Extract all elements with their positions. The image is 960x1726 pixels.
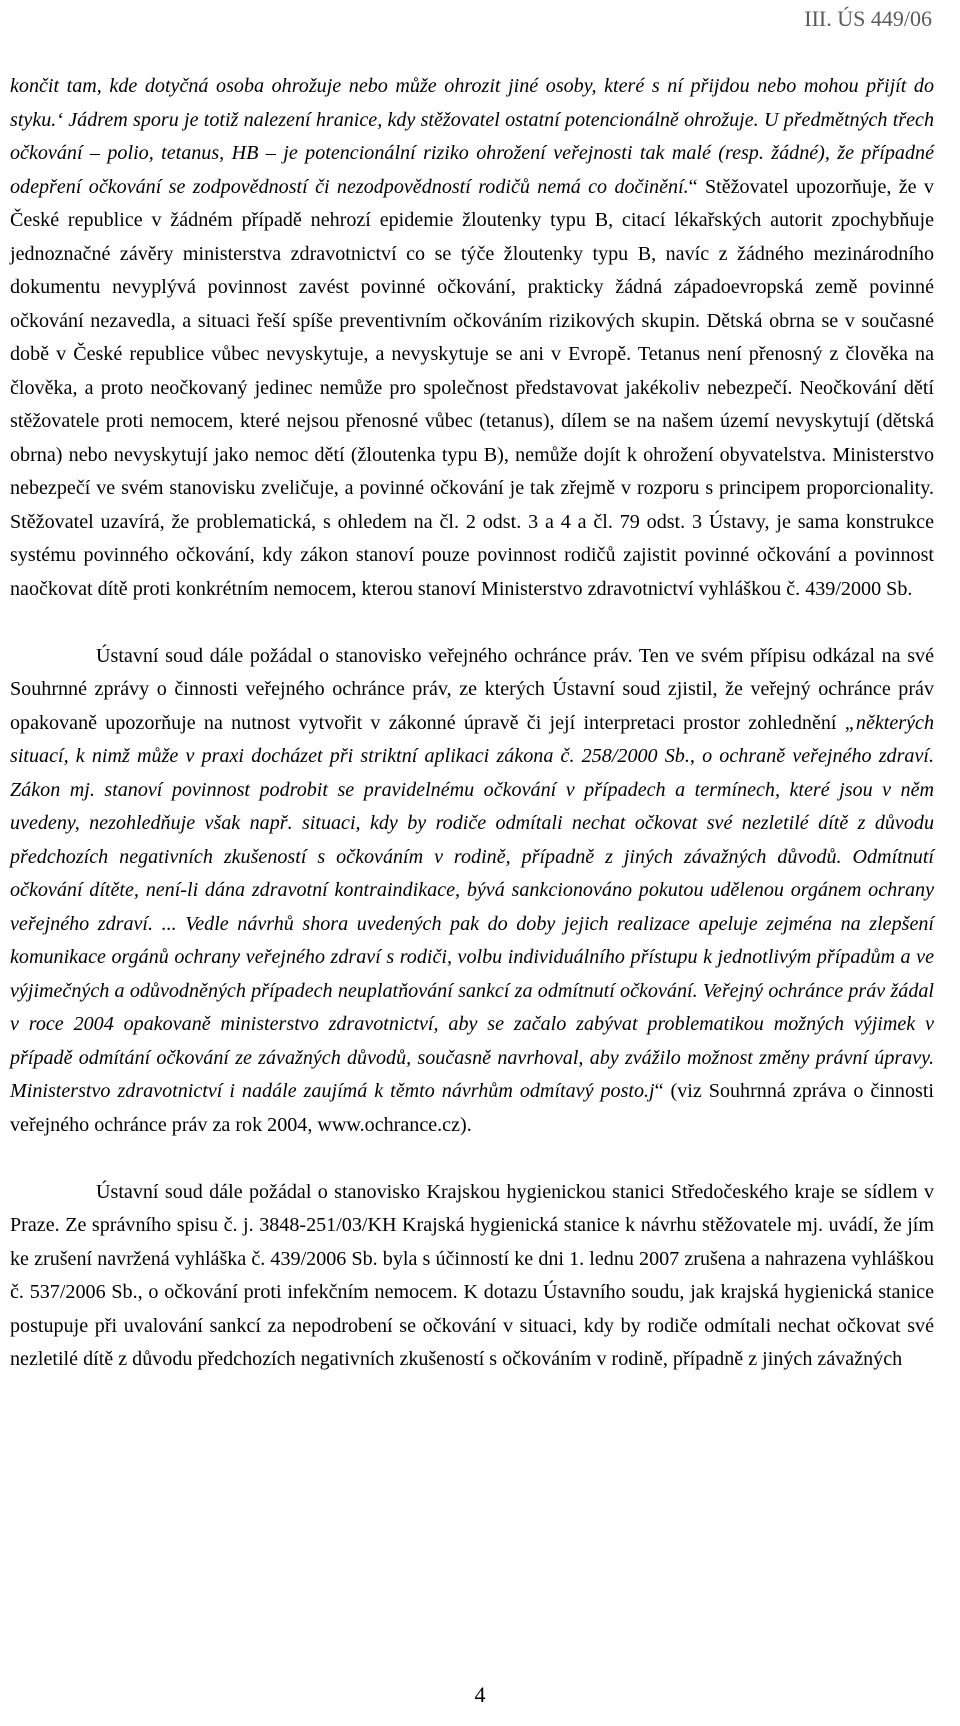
paragraph-ombudsman	[10, 640, 934, 1143]
paragraph-text: “ (viz Souhrnná zpráva o činnosti veřejného ochránce práv za rok 2004, www.ochrance.cz).	[10, 1080, 934, 1136]
paragraph-text: Ústavní soud dále požádal o stanovisko Krajskou hygienickou stanici Středočeského kraje se sídlem v Praze. Ze správního spisu č. j. 3848-251/03/KH Krajská hygienická stanice k návrhu stěžovatele mj. uvádí, že jím ke zrušení navržená vyhláška č. 439/2006 Sb. byla s účinností ke dni 1. lednu 2007 zrušena a nahrazena vyhláškou č. 537/2006 Sb., o očkování proti infekčním nemocem. K dotazu Ústavního soudu, jak krajská hygienická stanice postupuje při uvalování sankcí za nepodrobení se očkování v situaci, kdy by rodiče odmítali nechat očkovat své nezletilé dítě z důvodu předchozích negativních zkušeností s očkováním v rodině, případně z jiných závažných	[10, 1180, 934, 1370]
case-number-header: III. ÚS 449/06	[804, 6, 932, 31]
page-number: 4	[474, 1682, 486, 1707]
paragraph-text: Ústavní soud dále požádal o stanovisko veřejného ochránce práv. Ten ve svém přípisu odkázal na své Souhrnné zprávy o činnosti veřejného ochránce práv, ze kterých Ústavní soud zjistil, že veřejný ochránce práv opakovaně upozorňuje na nutnost vytvořit v zákonné úpravě či její interpretaci prostor zohlednění	[10, 644, 934, 734]
paragraph-hygiene-station	[10, 1176, 934, 1377]
paragraph-complaint-summary	[10, 70, 934, 606]
paragraph-text: “ Stěžovatel upozorňuje, že v České republice v žádném případě nehrozí epidemie žloutenky typu B, citací lékařských autorit zpochybňuje jednoznačné závěry ministerstva zdravotnictví co se týče žloutenky typu B, navíc z žádného mezinárodního dokumentu nevyplývá povinnost zavést povinné očkování, prakticky žádná západoevropská země povinné očkování nezavedla, a situaci řeší spíše preventivním očkováním rizikových skupin. Dětská obrna se v současné době v České republice vůbec nevyskytuje, a nevyskytuje se ani v Evropě. Tetanus není přenosný z člověka na člověka, a proto neočkovaný jedinec nemůže pro společnost představovat jakékoliv nebezpečí. Neočkování dětí stěžovatele proti nemocem, které nejsou přenosné vůbec (tetanus), dílem se na našem území nevyskytují (dětská obrna) nebo nevyskytují jako nemoc dětí (žloutenka typu B), nemůže dojít k ohrožení obyvatelstva. Ministerstvo nebezpečí ve svém stanovisku zveličuje, a povinné očkování je tak zřejmě v rozporu s principem proporcionality. Stěžovatel uzavírá, že problematická, s ohledem na čl. 2 odst. 3 a 4 a čl. 79 odst. 3 Ústavy, je sama konstrukce systému povinného očkování, kdy zákon stanoví pouze povinnost rodičů zajistit povinné očkování a povinnost naočkovat dítě proti konkrétním nemocem, kterou stanoví Ministerstvo zdravotnictví vyhláškou č. 439/2000 Sb.	[10, 175, 934, 600]
document-body	[10, 70, 934, 1377]
quoted-italic-text: „některých situací, k nimž může v praxi docházet při striktní aplikaci zákona č. 258/2000 Sb., o ochraně veřejného zdraví. Zákon mj. stanoví povinnost podrobit se pravidelnému očkování v případech a termínech, které jsou v něm uvedeny, nezohledňuje však např. situaci, kdy by rodiče odmítali nechat očkovat své nezletilé dítě z důvodu předchozích negativních zkušeností s očkováním v rodině, případně z jiných závažných důvodů. Odmítnutí očkování dítěte, není-li dána zdravotní kontraindikace, bývá sankcionováno pokutou udělenou orgánem ochrany veřejného zdraví. ... Vedle návrhů shora uvedených pak do doby jejich realizace apeluje zejména na zlepšení komunikace orgánů ochrany veřejného zdraví s rodiči, volbu individuálního přístupu k jednotlivým případům a ve výjimečných a odůvodněných případech neuplatňování sankcí za odmítnutí očkování. Veřejný ochránce práv žádal v roce 2004 opakovaně ministerstvo zdravotnictví, aby se začalo zabývat problematikou možných výjimek v případě odmítání očkování ze závažných důvodů, současně navrhoval, aby zvážilo možnost změny právní úpravy. Ministerstvo zdravotnictví i nadále zaujímá k těmto návrhům odmítavý posto.j	[10, 711, 934, 1102]
quoted-italic-text: končit tam, kde dotyčná osoba ohrožuje nebo může ohrozit jiné osoby, které s ní přijdou nebo mohou přijít do styku.‘ Jádrem sporu je totiž nalezení hranice, kdy stěžovatel ostatní potencionálně ohrožuje. U předmětných třech očkování – polio, tetanus, HB – je potencionální riziko ohrožení veřejnosti tak malé (resp. žádné), že případné odepření očkování se zodpovědností či nezodpovědností rodičů nemá co dočinění.	[10, 75, 934, 198]
